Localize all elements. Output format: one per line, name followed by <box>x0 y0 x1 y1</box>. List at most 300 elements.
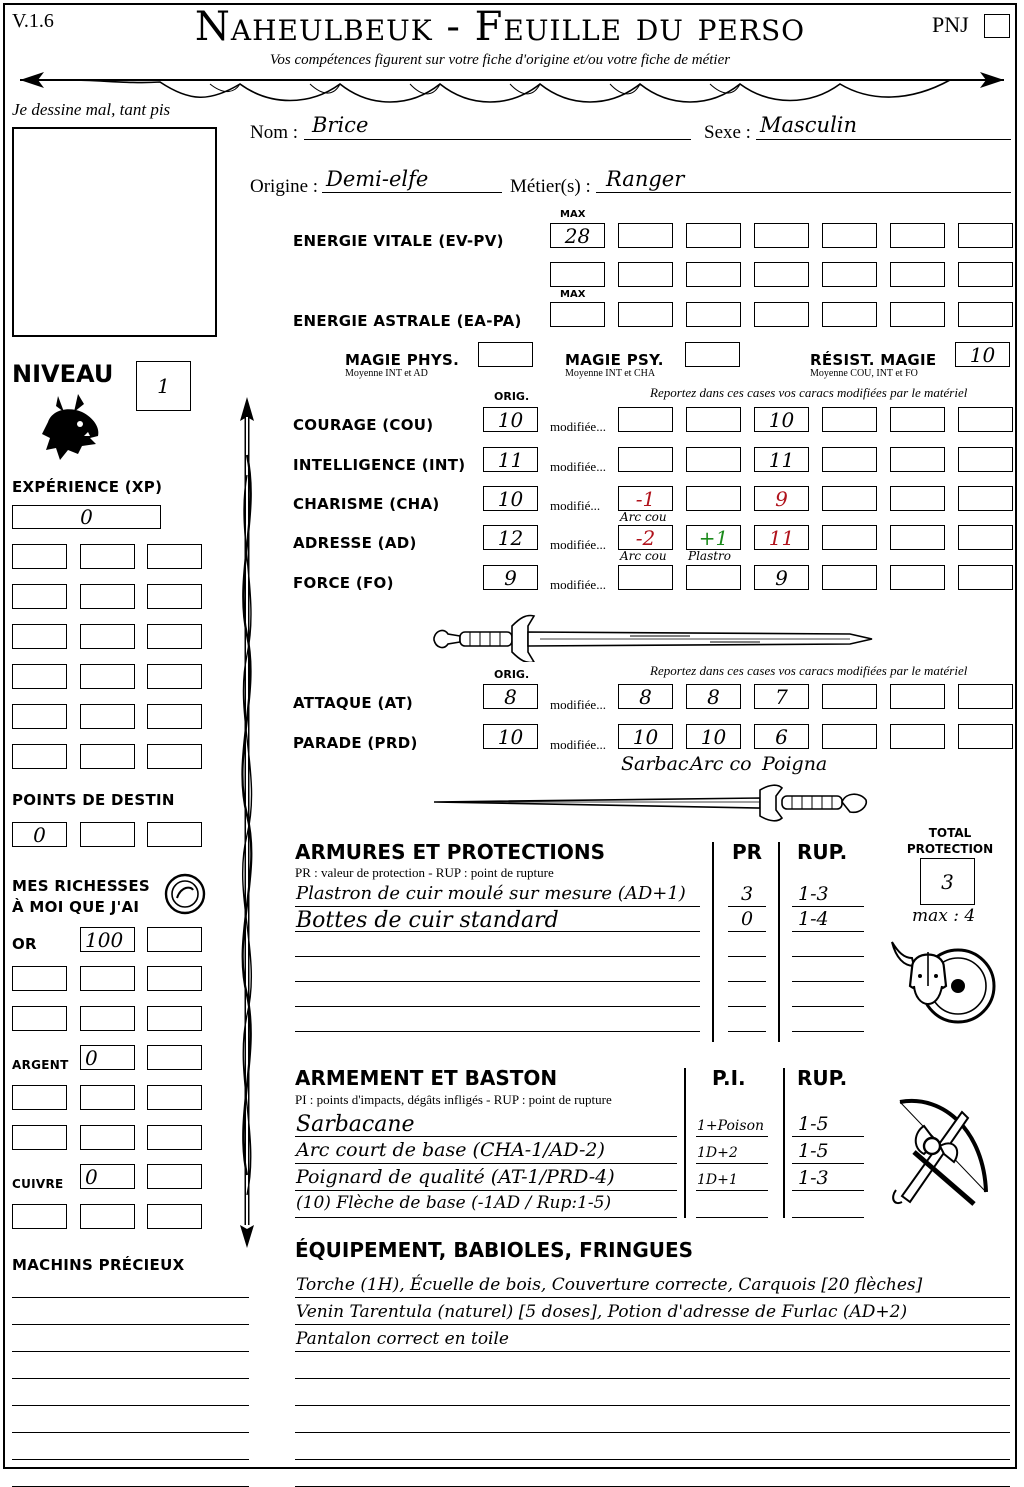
wealth-slot[interactable] <box>147 1045 202 1070</box>
xp-slot[interactable] <box>147 704 202 729</box>
total-protection-label-1: TOTAL <box>928 826 972 840</box>
stat-mod-value <box>891 448 944 471</box>
version: V.1.6 <box>12 10 54 32</box>
destin-label: POINTS DE DESTIN <box>12 791 175 809</box>
destin-box[interactable] <box>12 822 67 847</box>
weapon-pi-line[interactable] <box>696 1217 768 1218</box>
precious-line[interactable] <box>12 1378 249 1379</box>
sexe-value[interactable]: Masculin <box>760 113 858 137</box>
stat-mod-box[interactable] <box>822 486 877 511</box>
niveau-box[interactable] <box>136 361 191 411</box>
xp-slot[interactable] <box>80 584 135 609</box>
origine-value[interactable]: Demi-elfe <box>326 167 429 191</box>
stat-mod-box[interactable] <box>822 407 877 432</box>
stat-orig-box[interactable] <box>483 407 538 432</box>
armor-pr-line[interactable] <box>728 981 766 982</box>
stat-label: COURAGE (COU) <box>293 416 434 434</box>
origine-label: Origine : <box>250 176 319 197</box>
ea-box[interactable] <box>686 302 741 327</box>
xp-slot[interactable] <box>12 544 67 569</box>
precious-line[interactable] <box>12 1297 249 1298</box>
stat-mod-box[interactable] <box>958 407 1013 432</box>
magie-psy-value <box>686 343 739 366</box>
equipment-line[interactable] <box>295 1297 1010 1298</box>
armor-pr-line[interactable] <box>728 956 766 957</box>
resist-magie-box[interactable] <box>955 342 1010 367</box>
ev-box[interactable] <box>754 223 809 248</box>
stat-mod-box[interactable] <box>686 486 741 511</box>
modifie-label: modifiée... <box>550 577 606 592</box>
stat-mod-box[interactable] <box>686 565 741 590</box>
machins-precieux-label: MACHINS PRÉCIEUX <box>12 1256 185 1274</box>
sword-icon <box>430 612 875 662</box>
armor-pr[interactable]: 3 <box>740 883 754 905</box>
armor-pr-line[interactable] <box>728 1006 766 1007</box>
xp-slot[interactable] <box>80 744 135 769</box>
stat-mod-box[interactable] <box>890 565 945 590</box>
xp-slot[interactable] <box>80 624 135 649</box>
combat-orig-label: ORIG. <box>494 668 530 681</box>
stat-mod-box[interactable] <box>754 447 809 472</box>
portrait-box[interactable] <box>12 127 217 337</box>
magie-phys-value <box>479 343 532 366</box>
weapon-pi[interactable]: 1D+1 <box>697 1172 738 1188</box>
stat-mod-value <box>619 408 672 431</box>
stat-mod-box[interactable] <box>890 407 945 432</box>
weapons-col-sep-1 <box>684 1068 686 1218</box>
stat-orig-value: 9 <box>504 565 517 590</box>
ev-box[interactable] <box>550 262 605 287</box>
wealth-slot[interactable] <box>80 1085 135 1110</box>
stat-mod-value <box>959 526 1012 549</box>
ev-box[interactable] <box>958 223 1013 248</box>
modifie-label: modifié... <box>550 498 601 513</box>
stat-label: ADRESSE (AD) <box>293 534 417 552</box>
stat-mod-value <box>959 487 1012 510</box>
stat-mod-value <box>619 448 672 471</box>
ev-box[interactable] <box>686 223 741 248</box>
stat-mod-value <box>891 526 944 549</box>
stat-mod-value <box>891 566 944 589</box>
wealth-slot[interactable] <box>147 1085 202 1110</box>
stat-orig-box[interactable] <box>483 447 538 472</box>
armor-line[interactable] <box>295 956 700 957</box>
weapon-note-2: Arc co <box>690 753 752 775</box>
xp-slot[interactable] <box>147 664 202 689</box>
total-protection-box[interactable] <box>920 858 975 905</box>
precious-line[interactable] <box>12 1324 249 1325</box>
ev-max-box[interactable] <box>550 223 605 248</box>
nom-line <box>304 139 691 140</box>
combat-mod-value: 7 <box>775 684 788 709</box>
ev-box[interactable] <box>618 262 673 287</box>
stat-mod-box[interactable] <box>754 525 809 550</box>
weapon-pi[interactable]: 1+Poison <box>697 1118 765 1134</box>
armor-rup[interactable]: 1-4 <box>798 908 829 930</box>
stat-mod-box[interactable] <box>958 525 1013 550</box>
ev-box[interactable] <box>618 223 673 248</box>
ev-max-label: MAX <box>560 209 586 220</box>
stat-mod-box[interactable] <box>822 565 877 590</box>
weapon-pi[interactable]: 1D+2 <box>697 1145 738 1161</box>
combat-mod-box[interactable] <box>618 724 673 749</box>
equipment-text[interactable]: Torche (1H), Écuelle de bois, Couverture correcte, Carquois [20 flèches] <box>296 1275 923 1295</box>
ea-box[interactable] <box>754 302 809 327</box>
xp-slot[interactable] <box>12 744 67 769</box>
xp-slot[interactable] <box>147 584 202 609</box>
stat-mod-box[interactable] <box>618 486 673 511</box>
stat-mod-box[interactable] <box>754 565 809 590</box>
armor-rup-line[interactable] <box>792 981 864 982</box>
equipment-text[interactable]: Pantalon correct en toile <box>296 1329 509 1349</box>
xp-slot[interactable] <box>12 664 67 689</box>
stat-mod-box[interactable] <box>958 447 1013 472</box>
ev-max-value: 28 <box>564 223 591 248</box>
ea-max-value <box>551 303 604 326</box>
stat-mod-box[interactable] <box>958 565 1013 590</box>
stat-mod-box[interactable] <box>890 525 945 550</box>
armor-line[interactable] <box>295 1031 700 1032</box>
combat-mod-box[interactable] <box>686 684 741 709</box>
modifie-label: modifiée... <box>550 737 606 752</box>
stat-orig-value: 10 <box>497 486 524 511</box>
ev-box[interactable] <box>822 262 877 287</box>
wealth-slot[interactable] <box>12 966 67 991</box>
stat-mod-note: Arc cou <box>620 510 667 524</box>
armor-rup-line[interactable] <box>792 1031 864 1032</box>
stat-mod-value: 11 <box>768 447 795 472</box>
wealth-slot[interactable] <box>80 1045 135 1070</box>
stat-mod-value <box>687 487 740 510</box>
ea-max-label: MAX <box>560 289 586 300</box>
xp-slot[interactable] <box>12 624 67 649</box>
stat-mod-value <box>687 408 740 431</box>
combat-mod-value <box>891 725 944 748</box>
stat-orig-value: 10 <box>497 407 524 432</box>
stat-mod-value <box>823 526 876 549</box>
armor-pr-line[interactable] <box>728 931 766 932</box>
armor-col-sep-2 <box>778 842 780 1042</box>
dragon-head-icon <box>38 392 106 464</box>
armor-pr[interactable]: 0 <box>740 908 754 930</box>
ea-box[interactable] <box>822 302 877 327</box>
xp-slot[interactable] <box>80 704 135 729</box>
wealth-slot[interactable] <box>80 927 135 952</box>
stat-mod-value <box>687 448 740 471</box>
wealth-slot[interactable] <box>147 1164 202 1189</box>
stat-mod-box[interactable] <box>822 447 877 472</box>
nom-value[interactable]: Brice <box>312 113 369 137</box>
page-title: Naheulbeuk - Feuille du perso <box>194 4 806 50</box>
equipment-line[interactable] <box>295 1459 1010 1460</box>
metier-label: Métier(s) : <box>510 176 591 197</box>
combat-orig-value: 10 <box>497 724 524 749</box>
xp-box[interactable] <box>12 505 161 529</box>
ev-box[interactable] <box>822 223 877 248</box>
coin-icon <box>163 872 207 916</box>
armor-line[interactable] <box>295 906 700 907</box>
combat-mod-value <box>823 685 876 708</box>
ev-box[interactable] <box>890 262 945 287</box>
wealth-slot[interactable] <box>147 1006 202 1031</box>
precious-line[interactable] <box>12 1459 249 1460</box>
armor-col-sep-1 <box>712 842 714 1042</box>
combat-orig-value: 8 <box>504 684 517 709</box>
stat-mod-box[interactable] <box>890 447 945 472</box>
stat-mod-value <box>959 566 1012 589</box>
armor-name[interactable]: Bottes de cuir standard <box>296 908 559 933</box>
sexe-label: Sexe : <box>704 122 751 143</box>
weapon-name[interactable]: Sarbacane <box>296 1112 415 1137</box>
xp-slot[interactable] <box>147 544 202 569</box>
magie-phys-label: MAGIE PHYS. <box>345 351 460 369</box>
weapon-pi-line[interactable] <box>696 1136 768 1137</box>
magie-psy-label: MAGIE PSY. <box>565 351 664 369</box>
metier-line <box>596 192 1011 193</box>
ev-box[interactable] <box>686 262 741 287</box>
weapon-name[interactable]: Poignard de qualité (AT-1/PRD-4) <box>296 1166 615 1188</box>
stat-mod-note: Plastro <box>688 549 732 563</box>
wealth-slot[interactable] <box>12 1085 67 1110</box>
weapon-name[interactable]: (10) Flèche de base (-1AD / Rup:1-5) <box>296 1193 612 1213</box>
report-note: Reportez dans ces cases vos caracs modifiées par le matériel <box>650 385 968 400</box>
combat-orig-box[interactable] <box>483 724 538 749</box>
xp-slot[interactable] <box>80 664 135 689</box>
combat-mod-box[interactable] <box>754 724 809 749</box>
wealth-slot[interactable] <box>12 1125 67 1150</box>
armor-name[interactable]: Plastron de cuir moulé sur mesure (AD+1) <box>296 883 686 904</box>
destin-box-3[interactable] <box>147 822 202 847</box>
armor-rup-line[interactable] <box>792 1006 864 1007</box>
weapon-name[interactable]: Arc court de base (CHA-1/AD-2) <box>296 1139 605 1161</box>
metier-value[interactable]: Ranger <box>606 167 685 191</box>
armor-line[interactable] <box>295 1006 700 1007</box>
stat-mod-box[interactable] <box>618 407 673 432</box>
combat-mod-box[interactable] <box>822 684 877 709</box>
equipment-line[interactable] <box>295 1351 1010 1352</box>
wealth-slot[interactable] <box>80 1006 135 1031</box>
stat-mod-value: -1 <box>635 486 656 511</box>
precious-line[interactable] <box>12 1432 249 1433</box>
bow-axe-icon <box>884 1092 1002 1210</box>
combat-mod-box[interactable] <box>686 724 741 749</box>
stat-mod-box[interactable] <box>822 525 877 550</box>
combat-report-note: Reportez dans ces cases vos caracs modifiées par le matériel <box>650 663 968 678</box>
stat-orig-box[interactable] <box>483 525 538 550</box>
weapon-rup-line[interactable] <box>792 1136 864 1137</box>
armor-rup[interactable]: 1-3 <box>798 883 829 905</box>
combat-mod-box[interactable] <box>958 724 1013 749</box>
wealth-value: 0 <box>85 1164 98 1189</box>
combat-mod-value: 8 <box>639 684 652 709</box>
stat-mod-box[interactable] <box>618 525 673 550</box>
xp-slot[interactable] <box>12 584 67 609</box>
ev-box[interactable] <box>754 262 809 287</box>
weapon-line[interactable] <box>295 1217 677 1218</box>
combat-mod-value: 8 <box>707 684 720 709</box>
stat-mod-value: 9 <box>775 565 788 590</box>
stat-label: FORCE (FO) <box>293 574 394 592</box>
equipment-text[interactable]: Venin Tarentula (naturel) [5 doses], Potion d'adresse de Furlac (AD+2) <box>296 1302 908 1322</box>
xp-slot[interactable] <box>12 704 67 729</box>
stat-mod-value <box>891 408 944 431</box>
wealth-slot[interactable] <box>147 966 202 991</box>
combat-mod-box[interactable] <box>822 724 877 749</box>
cuivre-label: CUIVRE <box>12 1177 64 1191</box>
stat-orig-box[interactable] <box>483 565 538 590</box>
resist-magie-label: RÉSIST. MAGIE <box>810 351 937 369</box>
sexe-line <box>756 139 1011 140</box>
orig-label: ORIG. <box>494 390 530 403</box>
modifie-label: modifiée... <box>550 419 606 434</box>
stat-mod-box[interactable] <box>618 565 673 590</box>
ea-box[interactable] <box>618 302 673 327</box>
xp-slot[interactable] <box>147 624 202 649</box>
weapon-rup[interactable]: 1-5 <box>798 1140 829 1162</box>
stat-mod-box[interactable] <box>754 407 809 432</box>
equipment-line[interactable] <box>295 1432 1010 1433</box>
stat-orig-box[interactable] <box>483 486 538 511</box>
magie-phys-box[interactable] <box>478 342 533 367</box>
equipment-line[interactable] <box>295 1405 1010 1406</box>
combat-mod-value <box>891 685 944 708</box>
equipment-line[interactable] <box>295 1378 1010 1379</box>
equipment-line[interactable] <box>295 1324 1010 1325</box>
weapon-rup-line[interactable] <box>792 1190 864 1191</box>
stat-label: INTELLIGENCE (INT) <box>293 456 466 474</box>
weapons-pi-header: P.I. <box>712 1066 746 1090</box>
armor-rup-line[interactable] <box>792 956 864 957</box>
ev-box[interactable] <box>958 262 1013 287</box>
modifie-label: modifiée... <box>550 459 606 474</box>
combat-mod-value <box>959 685 1012 708</box>
combat-mod-value <box>823 725 876 748</box>
combat-mod-box[interactable] <box>958 684 1013 709</box>
stat-mod-box[interactable] <box>754 486 809 511</box>
armor-pr-line[interactable] <box>728 906 766 907</box>
combat-label: ATTAQUE (AT) <box>293 694 414 712</box>
combat-orig-box[interactable] <box>483 684 538 709</box>
armor-note: PR : valeur de protection - RUP : point de rupture <box>295 865 554 880</box>
ea-max-box[interactable] <box>550 302 605 327</box>
modifie-label: modifiée... <box>550 697 606 712</box>
armor-pr-line[interactable] <box>728 1031 766 1032</box>
weapons-rup-header: RUP. <box>797 1066 848 1090</box>
xp-slot[interactable] <box>80 544 135 569</box>
wealth-slot[interactable] <box>147 1204 202 1229</box>
viking-helmet-shield-icon <box>888 928 1000 1040</box>
stat-mod-value: -2 <box>635 525 656 550</box>
portrait-caption: Je dessine mal, tant pis <box>12 100 171 119</box>
armor-rup-header: RUP. <box>797 840 848 864</box>
weapons-note: PI : points d'impacts, dégâts infligés - RUP : point de rupture <box>295 1092 612 1107</box>
ea-box[interactable] <box>890 302 945 327</box>
combat-mod-box[interactable] <box>754 684 809 709</box>
wealth-slot[interactable] <box>80 1204 135 1229</box>
magie-phys-note: Moyenne INT et AD <box>345 368 428 379</box>
stat-mod-value: +1 <box>698 525 729 550</box>
niveau-label: NIVEAU <box>12 360 114 388</box>
stat-orig-value: 12 <box>497 525 524 550</box>
weapon-rup[interactable]: 1-5 <box>798 1113 829 1135</box>
wealth-slot[interactable] <box>80 1125 135 1150</box>
weapon-rup-line[interactable] <box>792 1163 864 1164</box>
richesses-label-1: MES RICHESSES <box>12 877 151 895</box>
wealth-slot[interactable] <box>12 1006 67 1031</box>
origine-line <box>322 192 502 193</box>
wealth-value: 0 <box>85 1045 98 1070</box>
pnj-checkbox[interactable] <box>984 14 1010 38</box>
nom-label: Nom : <box>250 122 299 143</box>
wealth-slot[interactable] <box>80 1164 135 1189</box>
weapon-note-1: Sarbac <box>621 753 689 775</box>
ea-box[interactable] <box>958 302 1013 327</box>
precious-line[interactable] <box>12 1405 249 1406</box>
magie-psy-box[interactable] <box>685 342 740 367</box>
armor-rup-line[interactable] <box>792 906 864 907</box>
stat-mod-box[interactable] <box>958 486 1013 511</box>
stat-mod-value <box>823 487 876 510</box>
destin-box-2[interactable] <box>80 822 135 847</box>
wealth-slot[interactable] <box>147 927 202 952</box>
stat-mod-value: 11 <box>768 525 795 550</box>
weapon-pi-line[interactable] <box>696 1190 768 1191</box>
combat-mod-value: 10 <box>632 724 659 749</box>
stat-mod-value <box>959 448 1012 471</box>
weapon-rup-line[interactable] <box>792 1217 864 1218</box>
ev-box[interactable] <box>890 223 945 248</box>
weapon-rup[interactable]: 1-3 <box>798 1167 829 1189</box>
stat-mod-box[interactable] <box>686 525 741 550</box>
sword-icon <box>430 780 875 824</box>
weapon-pi-line[interactable] <box>696 1163 768 1164</box>
ev-label: ENERGIE VITALE (EV-PV) <box>293 232 504 250</box>
resist-magie-note: Moyenne COU, INT et FO <box>810 368 918 379</box>
stat-mod-box[interactable] <box>686 447 741 472</box>
destin-value: 0 <box>33 822 46 847</box>
combat-mod-box[interactable] <box>890 724 945 749</box>
wealth-slot[interactable] <box>147 1125 202 1150</box>
combat-mod-value <box>959 725 1012 748</box>
xp-slot[interactable] <box>147 744 202 769</box>
xp-value: 0 <box>80 505 93 529</box>
total-protection-value: 3 <box>941 869 954 894</box>
magie-psy-note: Moyenne INT et CHA <box>565 368 656 379</box>
weapons-col-sep-2 <box>783 1068 785 1218</box>
weapon-line[interactable] <box>295 1163 677 1164</box>
stat-mod-note: Arc cou <box>620 549 667 563</box>
total-protection-label-2: PROTECTION <box>906 842 994 856</box>
combat-mod-box[interactable] <box>618 684 673 709</box>
stat-mod-box[interactable] <box>890 486 945 511</box>
stat-mod-value <box>619 566 672 589</box>
stat-orig-value: 11 <box>497 447 524 472</box>
stat-mod-box[interactable] <box>618 447 673 472</box>
combat-mod-box[interactable] <box>890 684 945 709</box>
armor-line[interactable] <box>295 981 700 982</box>
or-label: OR <box>12 935 37 953</box>
resist-magie-value: 10 <box>969 342 996 367</box>
stat-mod-box[interactable] <box>686 407 741 432</box>
equipment-title: ÉQUIPEMENT, BABIOLES, FRINGUES <box>295 1238 694 1262</box>
wealth-slot[interactable] <box>80 966 135 991</box>
wealth-slot[interactable] <box>12 1204 67 1229</box>
armor-rup-line[interactable] <box>792 931 864 932</box>
precious-line[interactable] <box>12 1351 249 1352</box>
richesses-label-2: À MOI QUE J'AI <box>12 898 140 916</box>
weapon-line[interactable] <box>295 1190 677 1191</box>
ea-label: ENERGIE ASTRALE (EA-PA) <box>293 312 522 330</box>
